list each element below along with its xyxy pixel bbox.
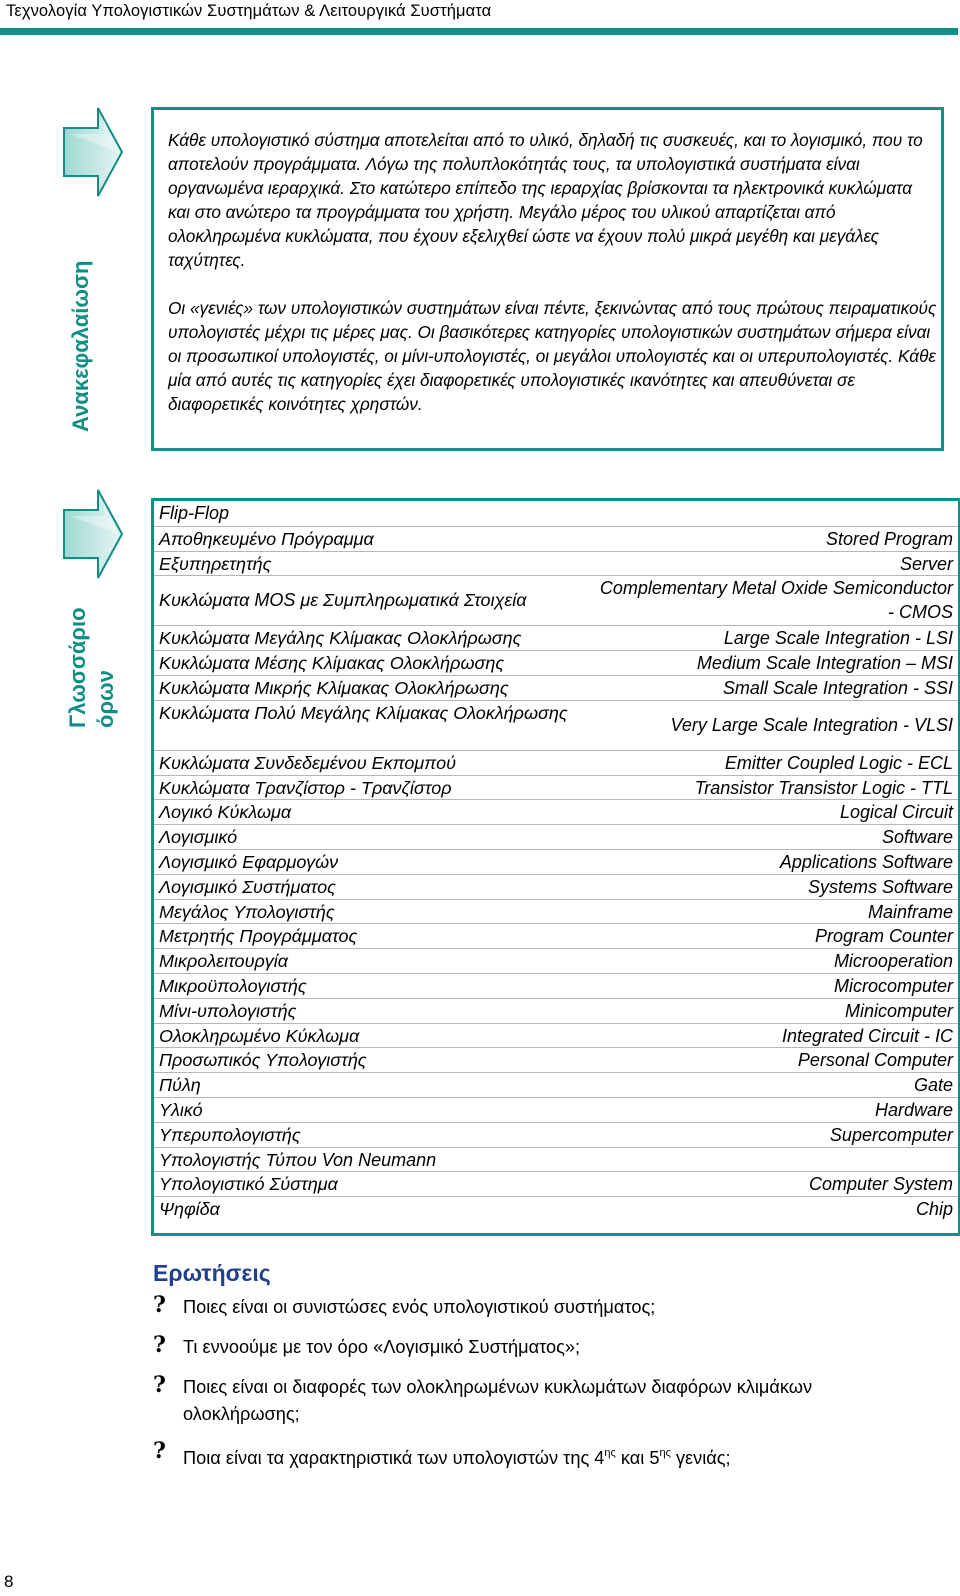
glossary-row [154,750,958,775]
glossary-term-greek: Μικροϋπολογιστής [159,976,307,996]
glossary-term-greek: Ολοκληρωμένο Κύκλωμα [159,1025,360,1046]
glossary-row [154,923,958,948]
glossary-term-english: Logical Circuit [839,802,953,823]
glossary-row [154,1171,958,1196]
glossary-row [154,1196,958,1221]
glossary-term-english: Transistor Transistor Logic - TTL [694,777,953,798]
glossary-term-english: Mainframe [867,901,953,922]
glossary-row [154,849,958,874]
question-mark-icon: ? [153,1292,166,1318]
question-text: Τι εννοούμε με τον όρο «Λογισμικό Συστήματος»; [183,1337,581,1357]
glossary-row [154,1047,958,1072]
glossary-term-english: Applications Software [779,852,953,872]
question-text-part: και 5 [615,1448,660,1468]
glossary-term-greek: Κυκλώματα Τρανζίστορ - Τρανζίστορ [159,777,452,798]
question-text: Ποιες είναι οι διαφορές των ολοκληρωμένων κυκλωμάτων διαφόρων κλιμάκων ολοκλήρωσης; [183,1377,813,1424]
glossary-term-greek: Κυκλώματα Συνδεδεμένου Εκπομπού [159,752,456,773]
ordinal-suffix: ης [604,1447,616,1459]
glossary-term-english: Hardware [874,1100,953,1120]
glossary-row [154,526,958,551]
glossary-term-greek: Μεγάλος Υπολογιστής [159,901,335,922]
glossary-label [64,607,120,728]
glossary-term-english: Medium Scale Integration – MSI [696,653,953,674]
glossary-row [154,874,958,899]
glossary-term-greek: Λογισμικό Συστήματος [159,876,336,897]
glossary-term-greek: Αποθηκευμένο Πρόγραμμα [159,528,374,549]
glossary-term-greek: Ψηφίδα [159,1199,220,1220]
question-text [183,1440,933,1472]
glossary-term-greek: Πύλη [159,1075,201,1096]
glossary-row [154,575,958,625]
glossary-row [154,625,958,650]
glossary-label-line2: όρων [93,670,118,728]
glossary-row [154,1097,958,1122]
summary-paragraph: Οι «γενιές» των υπολογιστικών συστημάτων είναι πέντε, ξεκινώντας από τους πρώτους πειραματικούς υπολογιστές μέχρι τις μέρες μας. Οι βασικότερες κατηγορίες υπολογιστικών συστημάτων σήμερα είναι οι προσωπικοί υπολογιστές, οι μίνι-υπολογιστές, οι μεγάλοι υπολογιστές και οι υπερυπολογιστές. Κάθε μία από αυτές τις κατηγορίες έχει διαφορετικές υπολογιστικές ικανότητες και απευθύνεται σε διαφορετικές κοινότητες χρηστών. [168,298,937,414]
glossary-term-greek: Κυκλώματα Πολύ Μεγάλης Κλίμακας Ολοκλήρωσης [159,702,568,723]
glossary-term-greek: Κυκλώματα MOS με Συμπληρωματικά Στοιχεία [159,590,527,611]
glossary-term-english: Supercomputer [829,1124,953,1145]
summary-box [151,107,944,451]
question-mark-icon: ? [153,1332,166,1358]
glossary-row [154,1072,958,1097]
glossary-term-greek: Λογισμικό [159,827,238,848]
glossary-table [151,498,960,1236]
glossary-term-english: Emitter Coupled Logic - ECL [724,752,953,773]
glossary-term-english: Minicomputer [844,1000,953,1021]
glossary-term-greek: Κυκλώματα Μεγάλης Κλίμακας Ολοκλήρωσης [159,628,522,649]
glossary-row [154,799,958,824]
glossary-term-english: Microoperation [833,951,953,972]
glossary-term-english: Complementary Metal Oxide Semiconductor - CMOS [599,578,953,623]
glossary-row [154,1023,958,1048]
glossary-row [154,551,958,576]
header-rule [0,28,958,35]
glossary-term-english: Large Scale Integration - LSI [723,628,953,649]
questions-heading: Ερωτήσεις [153,1260,271,1286]
glossary-term-greek: Υπολογιστικό Σύστημα [159,1174,338,1195]
glossary-row [154,824,958,849]
glossary-term-english: Systems Software [807,876,953,897]
question-text-part: Ποια είναι τα χαρακτηριστικά των υπολογιστών της 4 [183,1448,605,1468]
glossary-term-greek: Κυκλώματα Μέσης Κλίμακας Ολοκλήρωσης [159,653,505,674]
glossary-term-greek: Εξυπηρετητής [159,553,272,574]
page-number: 8 [4,1572,14,1591]
question-text: Ποιες είναι οι συνιστώσες ενός υπολογιστικού συστήματος; [183,1297,656,1317]
glossary-row [154,1147,958,1172]
glossary-term-greek: Λογικό Κύκλωμα [159,802,292,823]
arrow-right-icon [60,104,126,200]
glossary-term-english: Microcomputer [833,976,953,996]
glossary-term-english: Chip [915,1199,953,1220]
glossary-row [154,700,958,750]
glossary-term-english: Server [899,553,953,574]
glossary-term-greek: Υπολογιστής Τύπου Von Neumann [159,1149,437,1170]
glossary-term-english: Computer System [808,1174,953,1195]
glossary-row [154,973,958,998]
glossary-label-line1: Γλωσσάριο [65,607,90,728]
column-gap [598,1148,600,1173]
glossary-term-greek: Μετρητής Προγράμματος [159,926,358,947]
glossary-row [154,899,958,924]
glossary-row [154,675,958,700]
question-mark-icon: ? [153,1372,166,1398]
glossary-term-greek: Υλικό [159,1100,203,1120]
ordinal-suffix: ης [659,1447,671,1459]
glossary-term-greek: Κυκλώματα Μικρής Κλίμακας Ολοκλήρωσης [159,678,509,698]
glossary-term-english: Software [881,827,953,848]
glossary-term-greek: Λογισμικό Εφαρμογών [159,852,339,872]
glossary-row [154,501,958,526]
question-mark-icon: ? [153,1438,166,1464]
glossary-term-english: Gate [913,1075,953,1096]
header-title: Τεχνολογία Υπολογιστικών Συστημάτων & Λειτουργικά Συστήματα [6,2,492,20]
glossary-term-english: Program Counter [814,926,953,947]
summary-label: Ανακεφαλαίωση [68,260,93,432]
glossary-term-greek: Flip-Flop [159,503,230,523]
glossary-term-english: Integrated Circuit - IC [781,1025,953,1046]
glossary-term-greek: Υπερυπολογιστής [159,1124,301,1145]
glossary-row [154,948,958,973]
glossary-term-greek: Μίνι-υπολογιστής [159,1000,297,1021]
glossary-row [154,775,958,800]
glossary-term-greek: Μικρολειτουργία [159,951,289,972]
glossary-term-english: Small Scale Integration - SSI [722,678,953,698]
glossary-term-english: Very Large Scale Integration - VLSI [670,714,953,735]
glossary-term-english: Personal Computer [797,1050,953,1071]
summary-paragraph: Κάθε υπολογιστικό σύστημα αποτελείται από το υλικό, δηλαδή τις συσκευές, και το λογισμικό, που το αποτελούν προγράμματα. Λόγω της πολυπλοκότητάς τους, τα υπολογιστικά συστήματα είναι οργανωμένα ιεραρχικά. Στο κατώτερο επίπεδο της ιεραρχίας βρίσκονται τα ηλεκτρονικά κυκλώματα και στο ανώτερο τα προγράμματα του χρήστη. Μεγάλο μέρος του υλικού απαρτίζεται από ολοκληρωμένα κυκλώματα, που έχουν εξελιχθεί ώστε να έχουν πολύ μικρά μεγέθη και μεγάλες ταχύτητες. [168,130,923,270]
glossary-row [154,650,958,675]
column-gap [598,501,600,526]
question-text-part: γενιάς; [670,1448,731,1468]
glossary-row [154,1122,958,1147]
glossary-term-english: Stored Program [825,528,953,549]
arrow-right-icon [60,486,126,582]
glossary-row [154,998,958,1023]
glossary-term-greek: Προσωπικός Υπολογιστής [159,1050,367,1071]
